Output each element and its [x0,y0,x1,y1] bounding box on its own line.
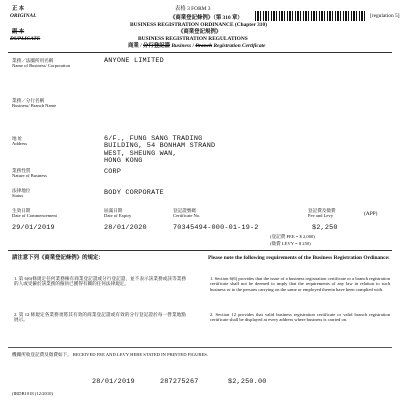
commence-label-zh: 生效日期 [12,208,31,213]
fee-total: $2,250 [312,224,338,232]
address-label [12,136,98,147]
nature-label-zh: 業務性質 [12,168,31,173]
cert-title-zh-a: 商業 [128,43,139,49]
branch-label-zh: 業務／分行名稱 [12,98,45,103]
nature-value: CORP [104,168,122,176]
cert-no-value: 70345494-000-01-19-2 [173,224,259,232]
received-en: RECEIVED FEE AND LEVY HERE STATED IN PRINTED FIGURES. [72,352,208,357]
duplicate-zh: 副 本 [12,29,25,35]
cert-title-en-c: Registration Certificate [213,43,266,49]
cert-title-en-a: Business [171,43,192,49]
received-note [12,352,208,357]
footer-divider [8,347,392,348]
address-line: WEST, SHEUNG WAN, [104,149,177,158]
form-code: (IRDB1018 (12/2010) [12,391,53,396]
status-value: BODY CORPORATE [104,189,164,197]
status-label-en: Status [12,193,24,199]
original-zh: 正 本 [12,6,25,12]
received-amount: $2,250.00 [228,378,267,386]
cert-title-zh-b: 分行登記證 [143,43,170,49]
fee-label-en: Fee and Levy [308,213,334,219]
received-date: 28/01/2019 [92,378,135,386]
cert-no-label-zh: 登記證號碼 [173,208,196,213]
branch-label [12,98,98,109]
received-zh: 機關所收登記費及徵費如下。 [12,352,72,357]
requirements-heading-zh: 請注意下列《商業登記條例》的規定： [12,255,104,261]
address-value [104,136,215,166]
ordinance-en: BUSINESS REGISTRATION ORDINANCE (Chapter 310) [130,22,267,28]
name-label [12,58,98,69]
cert-no-label-en: Certificate No. [173,213,201,219]
received-ref: 287275267 [160,378,199,386]
requirement-zh-1: 1. 第 6(6)條規定任何業務擁有商業登記證或分行登記證，並不表示該業務或該等業務的人或受僱於該業務的僱員已獲得有關的任何法律規定。 [14,276,186,287]
fee-app: (APP) [364,211,378,217]
requirements-divider [8,250,392,251]
commence-label [12,208,57,219]
address-label-zh: 地 址 [12,136,23,141]
commence-label-en: Date of Commencement [12,213,57,219]
branch-label-en: Business/ Branch Name [12,103,57,109]
requirement-en-1: 1. Section 6(6) provides that the issue of a business registration certificate or a branch registration certificate shall not be deemed to imply that the requirements of any law in relation to such business or to the persons carrying on the same or employed therein have been complied with. [210,276,390,292]
expiry-value: 28/01/2020 [104,224,147,232]
regulations-en: BUSINESS REGISTRATION REGULATIONS [138,36,248,42]
fee-label [308,208,336,219]
fee-label-zh: 登記費及徵費 [308,208,336,213]
name-label-en: Name of Business/ Corporation [12,63,71,69]
original-en: ORIGINAL [10,13,37,19]
fee-levy-line: (徵費 LEVY = $ 250) [270,241,311,246]
name-label-zh: 業務／法團所用名稱 [12,58,54,63]
address-line: 6/F., FUNG SANG TRADING [104,135,203,143]
regulations-zh: 《商業登記規例》 [178,29,222,35]
duplicate-en: DUPLICATE [10,36,41,42]
expiry-label-en: Date of Expiry [104,213,132,219]
cert-no-label [173,208,200,219]
requirement-zh-2: 2. 第 12 條規定各業務須將其有效的商業登記證或有效的分行登記證於每一營業地點展示。 [14,312,186,323]
status-label-zh: 法律地位 [12,188,31,193]
requirement-en-2: 2. Section 12 provides that valid business registration certificate or valid branch registration certificate shall be displayed at every address where business is carried on. [210,312,390,323]
barcode-image [255,11,365,21]
address-label-en: Address [12,141,28,147]
expiry-label-zh: 屆滿日期 [104,208,123,213]
name-value: ANYONE LIMITED [104,57,164,65]
nature-label-en: Nature of Business [12,173,47,179]
fee-reg-line: (登記費 FEE = $ 2,000) [270,234,315,239]
form-number: 表格 3 FORM 3 [175,6,211,12]
certificate-title: 商業 / 分行登記證 Business / Branch Registration Certificate [128,43,266,49]
commence-value: 29/01/2019 [12,224,55,232]
address-line: HONG KONG [104,157,143,166]
status-label [12,188,98,199]
address-line: BUILDING, 54 BONHAM STRAND [104,142,216,151]
regulation-ref: [regulation 5] [370,13,400,19]
expiry-label [104,208,131,219]
nature-label [12,168,98,179]
requirements-heading-en: Please note the following requirements of the Business Registration Ordinance: [208,255,390,261]
header-divider [8,52,392,53]
ordinance-zh: 《商業登記條例》（第 310 章） [170,15,243,21]
cert-title-en-b: Branch [195,43,213,49]
